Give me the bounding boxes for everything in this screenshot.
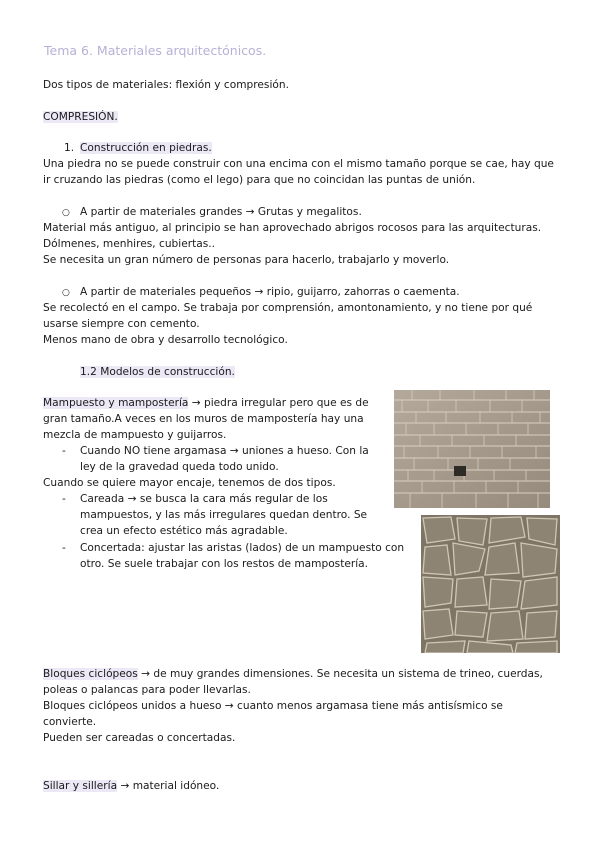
mampuesto-line: mezcla de mampuesto y guijarros. — [43, 429, 227, 441]
section1-heading: Construcción en piedras. — [80, 142, 212, 154]
bloques-line: convierte. — [43, 716, 97, 728]
modelos-heading: 1.2 Modelos de construcción. — [80, 366, 235, 378]
pequenos-line: usarse siempre con cemento. — [43, 318, 200, 330]
bloques-term: Bloques ciclópeos — [43, 668, 138, 680]
bloques-definition: → de muy grandes dimensiones. Se necesita un sistema de trineo, cuerdas, — [137, 668, 543, 680]
section1-number: 1. — [64, 142, 75, 154]
grandes-line: Dólmenes, menhires, cubiertas.. — [43, 238, 215, 250]
intro-text: Dos tipos de materiales: flexión y compresión. — [43, 79, 289, 91]
argamasa-line: ley de la gravedad queda todo unido. — [80, 461, 279, 473]
circle-bullet-icon: ○ — [62, 208, 70, 218]
grandes-line: Se necesita un gran número de personas para hacerlo, trabajarlo y moverlo. — [43, 254, 450, 266]
section1-line: Una piedra no se puede construir con una encima con el mismo tamaño porque se cae, hay que — [43, 158, 554, 170]
pequenos-line: Menos mano de obra y desarrollo tecnológico. — [43, 334, 288, 346]
grandes-heading: A partir de materiales grandes → Grutas y megalitos. — [80, 206, 362, 218]
bloques-line: Bloques ciclópeos unidos a hueso → cuanto menos argamasa tiene más antisísmico se — [43, 700, 503, 712]
circle-bullet-icon: ○ — [62, 288, 70, 298]
page-title: Tema 6. Materiales arquitectónicos. — [44, 43, 267, 58]
concertada-line: otro. Se suele trabajar con los restos de mampostería. — [80, 558, 369, 570]
sillar-term: Sillar y sillería — [43, 780, 118, 792]
pequenos-heading: A partir de materiales pequeños → ripio, guijarro, zahorras o caementa. — [80, 286, 460, 298]
mampuesto-definition: → piedra irregular pero que es de — [188, 397, 369, 409]
section1-line: ir cruzando las piedras (como el lego) para que no coincidan las puntas de unión. — [43, 174, 476, 186]
mampuesto-term: Mampuesto y mampostería — [43, 397, 189, 409]
argamasa-line: Cuando NO tiene argamasa → uniones a hueso. Con la — [80, 445, 369, 457]
bloques-line: poleas o palancas para poder llevarlas. — [43, 684, 251, 696]
dash-bullet: - — [62, 493, 66, 505]
stone-wall-photo — [394, 390, 550, 508]
dash-bullet: - — [62, 542, 66, 554]
careada-line: crea un efecto estético más agradable. — [80, 525, 288, 537]
pequenos-line: Se recolectó en el campo. Se trabaja por comprensión, amontonamiento, y no tiene por qué — [43, 302, 533, 314]
concertada-line: Concertada: ajustar las aristas (lados) de un mampuesto con — [80, 542, 405, 554]
mampuesto-line: gran tamaño.A veces en los muros de mampostería hay una — [43, 413, 364, 425]
stone-pavement-photo — [421, 515, 560, 653]
careada-line: mampuestos, y las más irregulares quedan dentro. Se — [80, 509, 368, 521]
grandes-line: Material más antiguo, al principio se han aprovechado abrigos rocosos para las arquitecturas. — [43, 222, 542, 234]
bloques-line: Pueden ser careadas o concertadas. — [43, 732, 236, 744]
compresion-heading: COMPRESIÓN. — [43, 111, 118, 123]
dash-bullet: - — [62, 445, 66, 457]
careada-line: Careada → se busca la cara más regular de los — [80, 493, 328, 505]
encaje-text: Cuando se quiere mayor encaje, tenemos de dos tipos. — [43, 477, 336, 489]
sillar-definition: → material idóneo. — [117, 780, 220, 792]
